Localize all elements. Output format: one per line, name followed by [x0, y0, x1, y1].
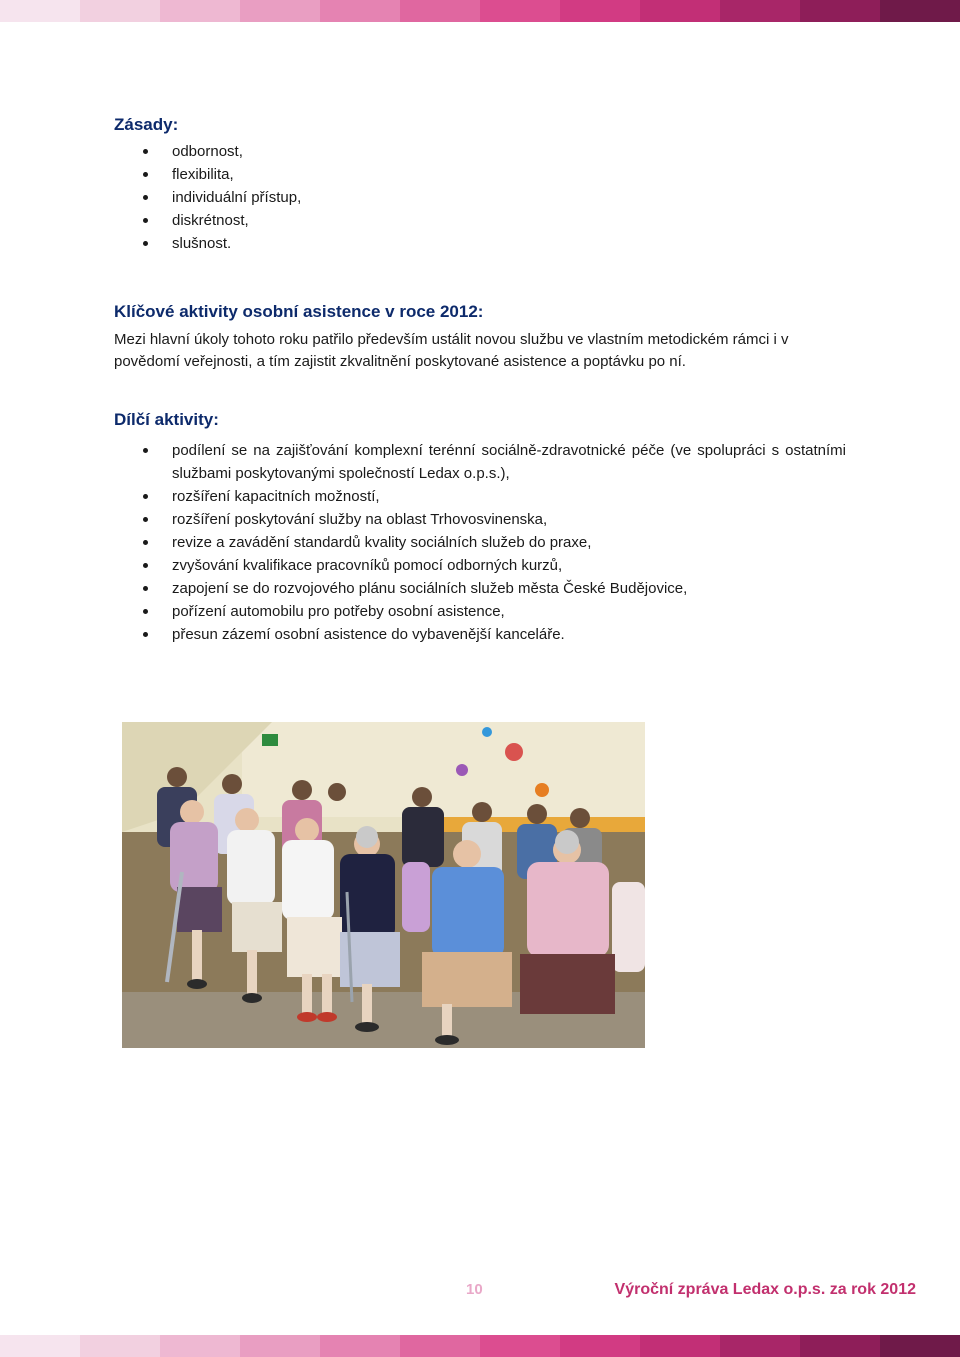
list-item: rozšíření poskytování služby na oblast Trhovosvinenska, [114, 508, 846, 531]
list-item: rozšíření kapacitních možností, [114, 485, 846, 508]
list-item: odbornost, [114, 140, 846, 163]
principles-section [114, 114, 846, 255]
list-item: zvyšování kvalifikace pracovníků pomocí odborných kurzů, [114, 554, 846, 577]
key-activities-section [114, 301, 846, 373]
top-color-band [0, 0, 960, 22]
partial-activities-heading: Dílčí aktivity: [114, 410, 219, 429]
photo-illustration [122, 722, 645, 1048]
list-item: pořízení automobilu pro potřeby osobní asistence, [114, 600, 846, 623]
list-item: revize a zavádění standardů kvality sociálních služeb do praxe, [114, 531, 846, 554]
partial-activities-section [114, 409, 846, 646]
partial-activities-list [114, 439, 846, 646]
key-activities-heading: Klíčové aktivity osobní asistence v roce 2012: [114, 302, 484, 321]
page-number: 10 [466, 1281, 483, 1298]
principles-heading: Zásady: [114, 115, 179, 134]
list-item: individuální přístup, [114, 186, 846, 209]
list-item: zapojení se do rozvojového plánu sociálních služeb města České Budějovice, [114, 577, 846, 600]
footer-title: Výroční zpráva Ledax o.p.s. za rok 2012 [614, 1281, 916, 1298]
bottom-color-band [0, 1335, 960, 1357]
group-photo [122, 722, 645, 1048]
page-content [114, 114, 846, 646]
list-item: flexibilita, [114, 163, 846, 186]
list-item: slušnost. [114, 232, 846, 255]
principles-list [114, 140, 846, 255]
list-item: diskrétnost, [114, 209, 846, 232]
key-activities-paragraph: Mezi hlavní úkoly tohoto roku patřilo především ustálit novou službu ve vlastním metodickém rámci i v povědomí veřejnosti, a tím zajistit zkvalitnění poskytované asistence a poptávku po ní. [114, 331, 789, 370]
list-item: přesun zázemí osobní asistence do vybavenější kanceláře. [114, 623, 846, 646]
list-item: podílení se na zajišťování komplexní terénní sociálně-zdravotnické péče (ve spolupráci s ostatními službami poskytovanými společností Ledax o.p.s.), [114, 439, 846, 485]
